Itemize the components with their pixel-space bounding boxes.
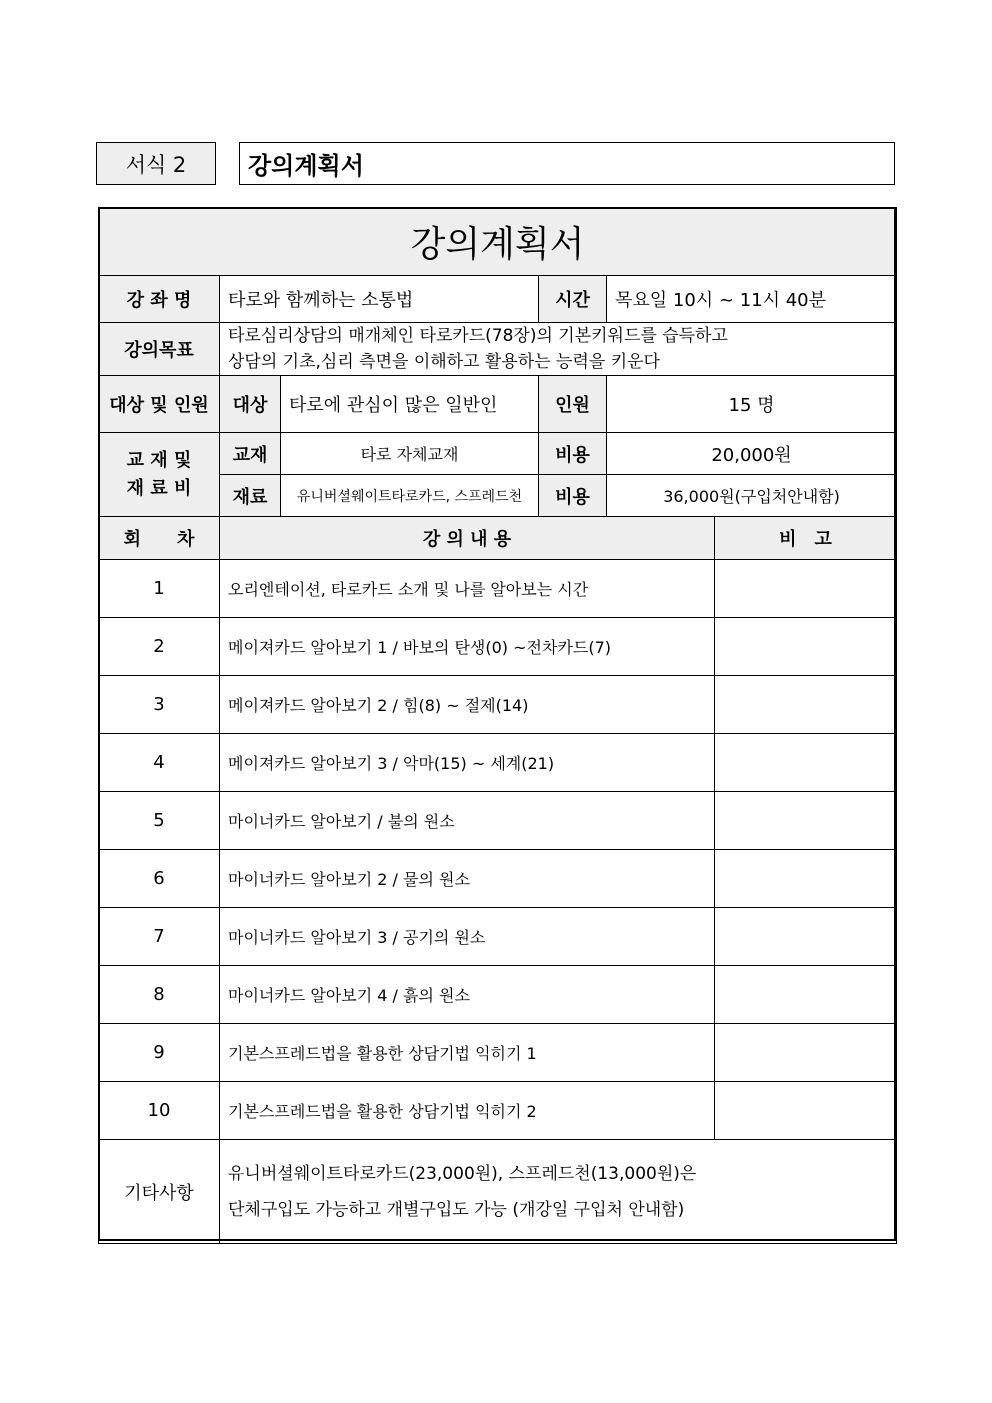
- remarks-column-header: 비 고: [715, 517, 897, 560]
- course-name-value: 타로와 함께하는 소통법: [220, 276, 539, 323]
- headcount-label: 인원: [539, 376, 607, 433]
- session-content: 메이져카드 알아보기 1 / 바보의 탄생(0) ~전차카드(7): [220, 618, 715, 676]
- target-label: 대상: [220, 376, 281, 433]
- session-content: 오리엔테이션, 타로카드 소개 및 나를 알아보는 시간: [220, 560, 715, 618]
- session-number: 8: [99, 966, 220, 1024]
- session-content: 마이너카드 알아보기 / 불의 원소: [220, 792, 715, 850]
- target-value: 타로에 관심이 많은 일반인: [281, 376, 539, 433]
- textbook-cost-label: 비용: [539, 433, 607, 475]
- content-column-header: 강 의 내 용: [220, 517, 715, 560]
- session-number: 10: [99, 1082, 220, 1140]
- textbook-cost-value: 20,000원: [607, 433, 897, 475]
- materials-group-label-line-2: 재 료 비: [126, 477, 192, 499]
- session-content: 마이너카드 알아보기 2 / 물의 원소: [220, 850, 715, 908]
- session-content: 마이너카드 알아보기 3 / 공기의 원소: [220, 908, 715, 966]
- misc-line-1: 유니버셜웨이트타로카드(23,000원), 스프레드천(13,000원)은: [228, 1163, 697, 1184]
- table-outer-border: [98, 207, 896, 1241]
- document-title: 강의계획서: [239, 142, 895, 185]
- session-content: 기본스프레드법을 활용한 상담기법 익히기 1: [220, 1024, 715, 1082]
- session-number: 9: [99, 1024, 220, 1082]
- material-cost-value: 36,000원(구입처안내함): [607, 475, 897, 517]
- table-title: 강의계획서: [99, 208, 897, 276]
- misc-label: 기타사항: [99, 1140, 220, 1244]
- form-number-label: 서식 2: [96, 142, 216, 185]
- headcount-value: 15 명: [607, 376, 897, 433]
- time-value: 목요일 10시 ~ 11시 40분: [607, 276, 897, 323]
- session-content: 메이져카드 알아보기 2 / 힘(8) ~ 절제(14): [220, 676, 715, 734]
- course-name-label: 강 좌 명: [99, 276, 220, 323]
- session-column-header: 회 차: [99, 517, 220, 560]
- time-label: 시간: [539, 276, 607, 323]
- materials-group-label-line-1: 교 재 및: [126, 449, 192, 471]
- goal-label: 강의목표: [99, 323, 220, 376]
- session-number: 1: [99, 560, 220, 618]
- textbook-label: 교재: [220, 433, 281, 475]
- session-number: 2: [99, 618, 220, 676]
- material-label: 재료: [220, 475, 281, 517]
- session-number: 7: [99, 908, 220, 966]
- material-cost-label: 비용: [539, 475, 607, 517]
- session-number: 6: [99, 850, 220, 908]
- target-group-label: 대상 및 인원: [99, 376, 220, 433]
- misc-line-2: 단체구입도 가능하고 개별구입도 가능 (개강일 구입처 안내함): [228, 1199, 685, 1220]
- material-value: 유니버셜웨이트타로카드, 스프레드천: [281, 475, 539, 517]
- session-content: 메이져카드 알아보기 3 / 악마(15) ~ 세계(21): [220, 734, 715, 792]
- session-number: 5: [99, 792, 220, 850]
- session-number: 3: [99, 676, 220, 734]
- session-content: 마이너카드 알아보기 4 / 흙의 원소: [220, 966, 715, 1024]
- session-number: 4: [99, 734, 220, 792]
- goal-line-2: 상담의 기초,심리 측면을 이해하고 활용하는 능력을 키운다: [228, 352, 660, 372]
- goal-line-1: 타로심리상담의 매개체인 타로카드(78장)의 기본키워드를 습득하고: [228, 326, 728, 346]
- textbook-value: 타로 자체교재: [281, 433, 539, 475]
- session-content: 기본스프레드법을 활용한 상담기법 익히기 2: [220, 1082, 715, 1140]
